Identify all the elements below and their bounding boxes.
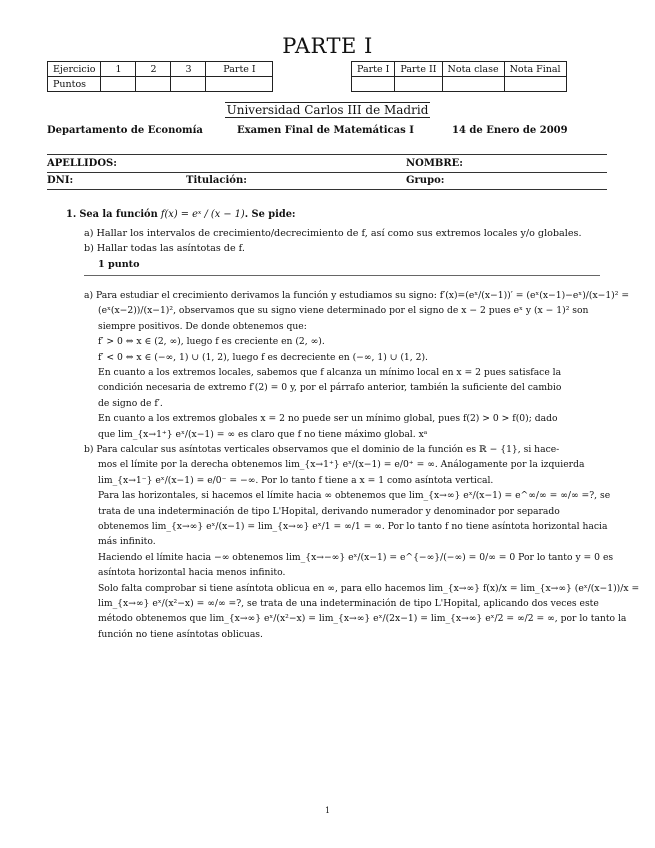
solution-line: mos el límite por la derecha obtenemos lim_{x→1⁺} eˣ/(x−1) = e/0⁺ = ∞. Análogamente por la izquierda (98, 459, 585, 471)
header-cell: Nota clase (442, 62, 504, 77)
department: Departamento de Economía (47, 125, 203, 136)
university-name: Universidad Carlos III de Madrid (226, 103, 429, 117)
apellidos-label: APELLIDOS: (47, 158, 117, 169)
dni-label: DNI: (47, 175, 74, 186)
header-cell: Nota Final (504, 62, 566, 77)
question-item-b: b) Hallar todas las asíntotas de f. (84, 243, 245, 254)
score-table-left (47, 61, 273, 92)
question-intro-end: . Se pide: (244, 209, 296, 220)
solution-line: En cuanto a los extremos globales x = 2 no puede ser un mínimo global, pues f(2) > 0 > f(0); dado (98, 413, 558, 425)
solution-line: a) Para estudiar el crecimiento derivamos la función y estudiamos su signo: f′(x)=(eˣ/(x−1))′ = (eˣ(x−1)−eˣ)/(x−1)² = (84, 290, 630, 301)
header-cell: Parte I (206, 62, 273, 77)
score-cell (101, 77, 136, 92)
exam-date: 14 de Enero de 2009 (452, 125, 568, 136)
solution-line: Solo falta comprobar si tiene asíntota oblicua en ∞, para ello hacemos lim_{x→∞} f(x)/x = lim_{x→∞} (eˣ/(x−1))/x = (98, 582, 640, 594)
solution-line: Haciendo el límite hacia −∞ obtenemos lim_{x→−∞} eˣ/(x−1) = e^{−∞}/(−∞) = 0/∞ = 0 Por lo tanto y = 0 es (98, 551, 614, 563)
question-number: 1. (66, 209, 77, 220)
solution-line: En cuanto a los extremos locales, sabemos que f alcanza un mínimo local en x = 2 pues satisface la (98, 367, 562, 378)
header-cell: 2 (136, 62, 171, 77)
solution-line: (eˣ(x−2))/(x−1)², observamos que su signo viene determinado por el signo de x − 2 pues eˣ y (x − 1)² son (98, 305, 589, 317)
solution-line: Para las horizontales, si hacemos el límite hacia ∞ obtenemos que lim_{x→∞} eˣ/(x−1) = e^∞/∞ = ∞/∞ =?, se (98, 490, 611, 502)
question-points: 1 punto (98, 259, 140, 270)
score-cell (442, 77, 504, 92)
nombre-label: NOMBRE: (406, 158, 463, 169)
question-item-a: a) Hallar los intervalos de crecimiento/decrecimiento de f, así como sus extremos locales y/o globales. (84, 228, 582, 239)
header-cell: 3 (171, 62, 206, 77)
grupo-label: Grupo: (406, 175, 445, 186)
score-table-right (351, 61, 567, 92)
divider (84, 275, 600, 276)
header-cell: 1 (101, 62, 136, 77)
solution-line: trata de una indeterminación de tipo L'Hopital, derivando numerador y denominador por separado (98, 505, 560, 517)
score-cell (352, 77, 395, 92)
solution-line: siempre positivos. De donde obtenemos que: (98, 320, 307, 332)
question-function: f(x) = eˣ / (x − 1) (160, 209, 245, 220)
solution-line: f′ > 0 ⇔ x ∈ (2, ∞), luego f es creciente en (2, ∞). (98, 336, 325, 348)
score-cell (171, 77, 206, 92)
solution-line: función no tiene asíntotas oblicuas. (98, 628, 263, 640)
solution-line: método obtenemos que lim_{x→∞} eˣ/(x²−x) = lim_{x→∞} eˣ/(2x−1) = lim_{x→∞} eˣ/2 = ∞/2 = ∞, por lo tanto la (98, 613, 627, 625)
solution-line: lim_{x→∞} eˣ/(x²−x) = ∞/∞ =?, se trata de una indeterminación de tipo L'Hopital, aplicando dos veces este (98, 598, 599, 609)
solution-line: asíntota horizontal hacia menos infinito. (98, 567, 286, 579)
divider (47, 172, 607, 173)
divider (47, 189, 607, 190)
solution-line: obtenemos lim_{x→∞} eˣ/(x−1) = lim_{x→∞} eˣ/1 = ∞/1 = ∞. Por lo tanto f no tiene asíntota horizontal hacia (98, 521, 608, 532)
score-cell (136, 77, 171, 92)
score-cell (395, 77, 442, 92)
score-cell (206, 77, 273, 92)
solution-line: que lim_{x→1⁺} eˣ/(x−1) = ∞ es claro que f no tiene máximo global. xᵃ (98, 428, 428, 440)
question-intro: Sea la función (79, 209, 158, 220)
header-cell: Parte II (395, 62, 442, 77)
header-cell: Ejercicio (48, 62, 101, 77)
exam-title: Examen Final de Matemáticas I (237, 125, 414, 136)
solution-line: de signo de f′. (98, 397, 163, 409)
page-number: 1 (324, 806, 331, 815)
solution-line: lim_{x→1⁻} eˣ/(x−1) = e/0⁻ = −∞. Por lo tanto f tiene a x = 1 como asíntota vertical. (98, 474, 494, 486)
score-cell (504, 77, 566, 92)
titulacion-label: Titulación: (186, 175, 247, 186)
question-statement (66, 208, 296, 222)
solution-line: condición necesaria de extremo f′(2) = 0 y, por el párrafo anterior, también la suficiente del cambio (98, 382, 562, 394)
solution-line: b) Para calcular sus asíntotas verticales observamos que el dominio de la función es ℝ − {1}, si hace- (84, 444, 560, 455)
page-title: PARTE I (282, 34, 373, 58)
header-cell: Parte I (352, 62, 395, 77)
solution-line: más infinito. (98, 536, 156, 548)
divider (47, 154, 607, 155)
row-label: Puntos (48, 77, 101, 92)
solution-line: f′ < 0 ⇔ x ∈ (−∞, 1) ∪ (1, 2), luego f es decreciente en (−∞, 1) ∪ (1, 2). (98, 351, 428, 363)
